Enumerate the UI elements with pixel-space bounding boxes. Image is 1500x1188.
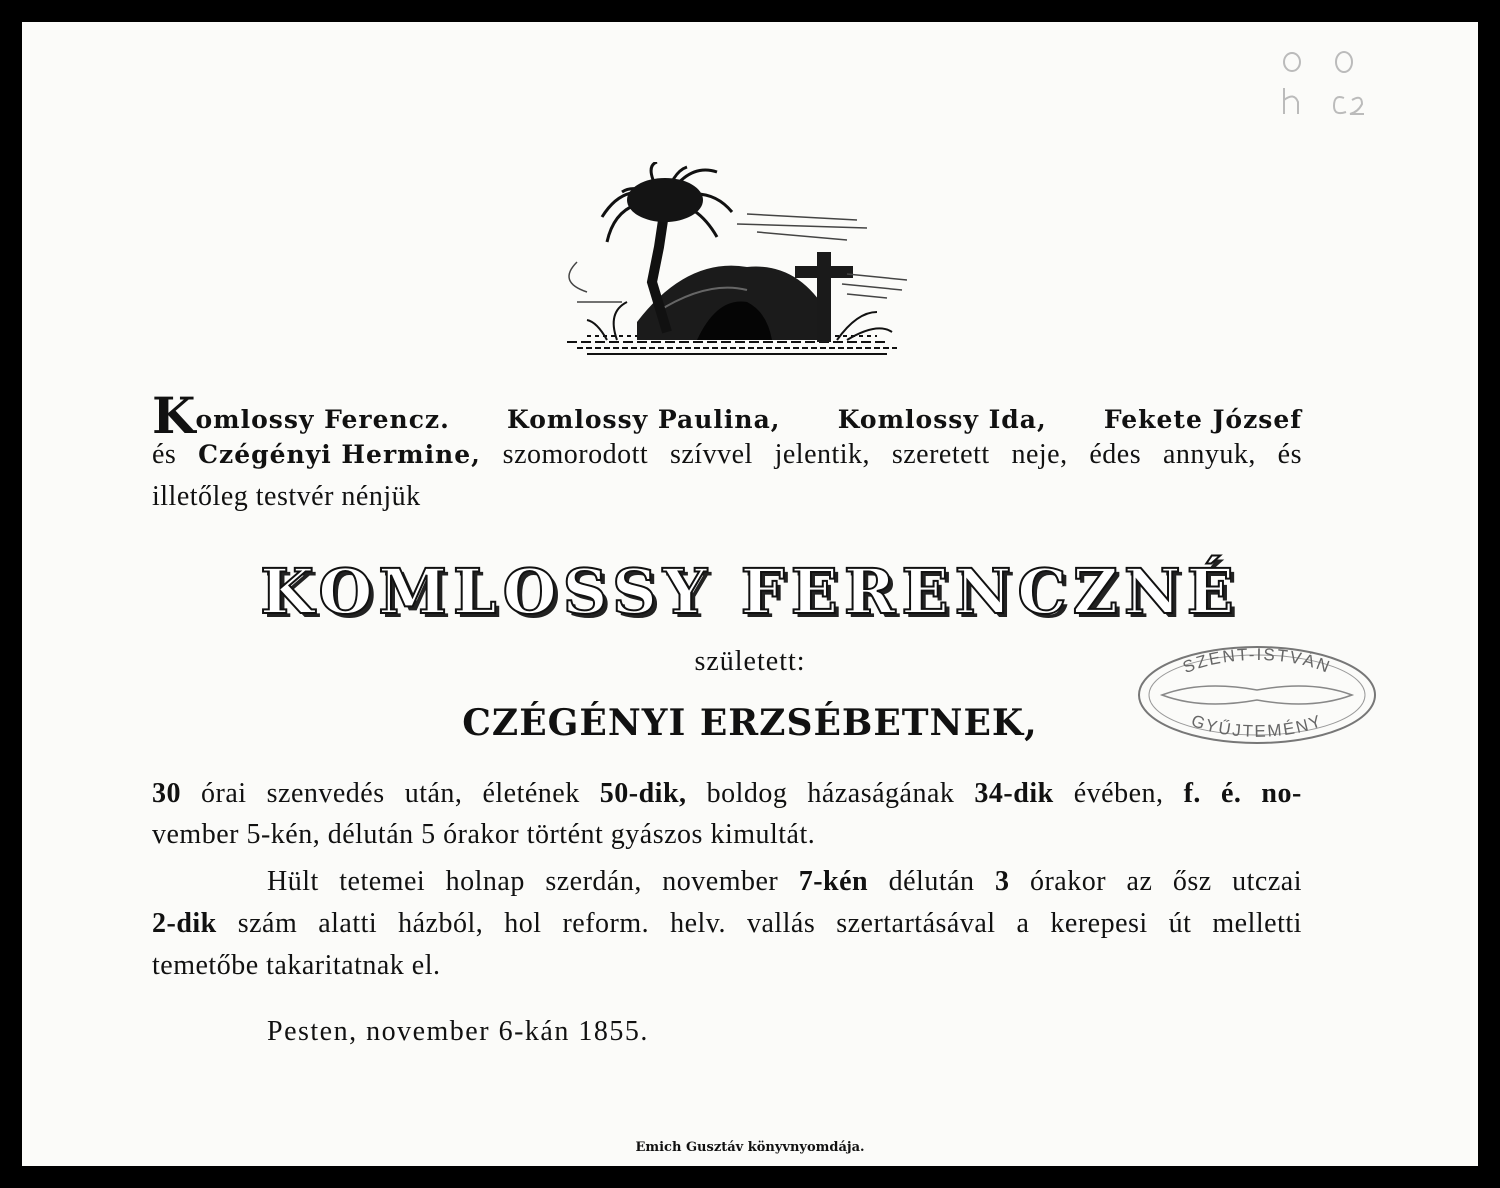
stamp-bottom-text: GYŰJTEMÉNY bbox=[1188, 711, 1326, 741]
stamp-top-text: SZENT-ISTVÁN bbox=[1180, 644, 1334, 678]
para2-line3: temetőbe takaritatnak el. bbox=[152, 950, 441, 981]
announcers-line-1 bbox=[152, 386, 1302, 445]
announcer-5: Czégényi Hermine, bbox=[198, 440, 481, 469]
collection-stamp bbox=[1132, 640, 1382, 750]
obituary-notice bbox=[22, 22, 1478, 1166]
para2-line1: Hült tetemei holnap szerdán, november 7-kén délután 3 órakor az ősz utczai bbox=[267, 866, 1302, 897]
maiden-name: CZÉGÉNYI ERZSÉBETNEK, bbox=[462, 702, 1038, 744]
announcers-line-2: és Czégényi Hermine, szomorodott szívvel jelentik, szeretett neje, édes annyuk, és bbox=[152, 435, 1302, 475]
grave-palm-engraving bbox=[547, 162, 907, 362]
archive-pencil-marks bbox=[1262, 40, 1382, 130]
printer-credit: Emich Gusztáv könyvnyomdája. bbox=[635, 1140, 865, 1155]
born-label: született: bbox=[694, 646, 806, 677]
announcer-3: Komlossy Ida, bbox=[837, 405, 1047, 434]
relationship-line: illetőleg testvér nénjük bbox=[152, 481, 421, 512]
announcer-2: Komlossy Paulina, bbox=[507, 405, 781, 434]
deceased-name: KOMLOSSY FERENCZNÉ bbox=[260, 555, 1240, 628]
para2-line2: 2-dik szám alatti házból, hol reform. helv. vallás szertartásával a kerepesi út melletti bbox=[152, 908, 1302, 939]
announcer-4: Fekete József bbox=[1103, 405, 1302, 434]
para1-line1: 30 órai szenvedés után, életének 50-dik, boldog házaságának 34-dik évében, f. é. no- bbox=[152, 778, 1302, 809]
para1-line2: vember 5-kén, délután 5 órakor történt gyászos kimultát. bbox=[152, 819, 816, 850]
announcer-1: Komlossy Ferencz. bbox=[152, 386, 450, 445]
place-date-line: Pesten, november 6-kán 1855. bbox=[267, 1016, 649, 1047]
